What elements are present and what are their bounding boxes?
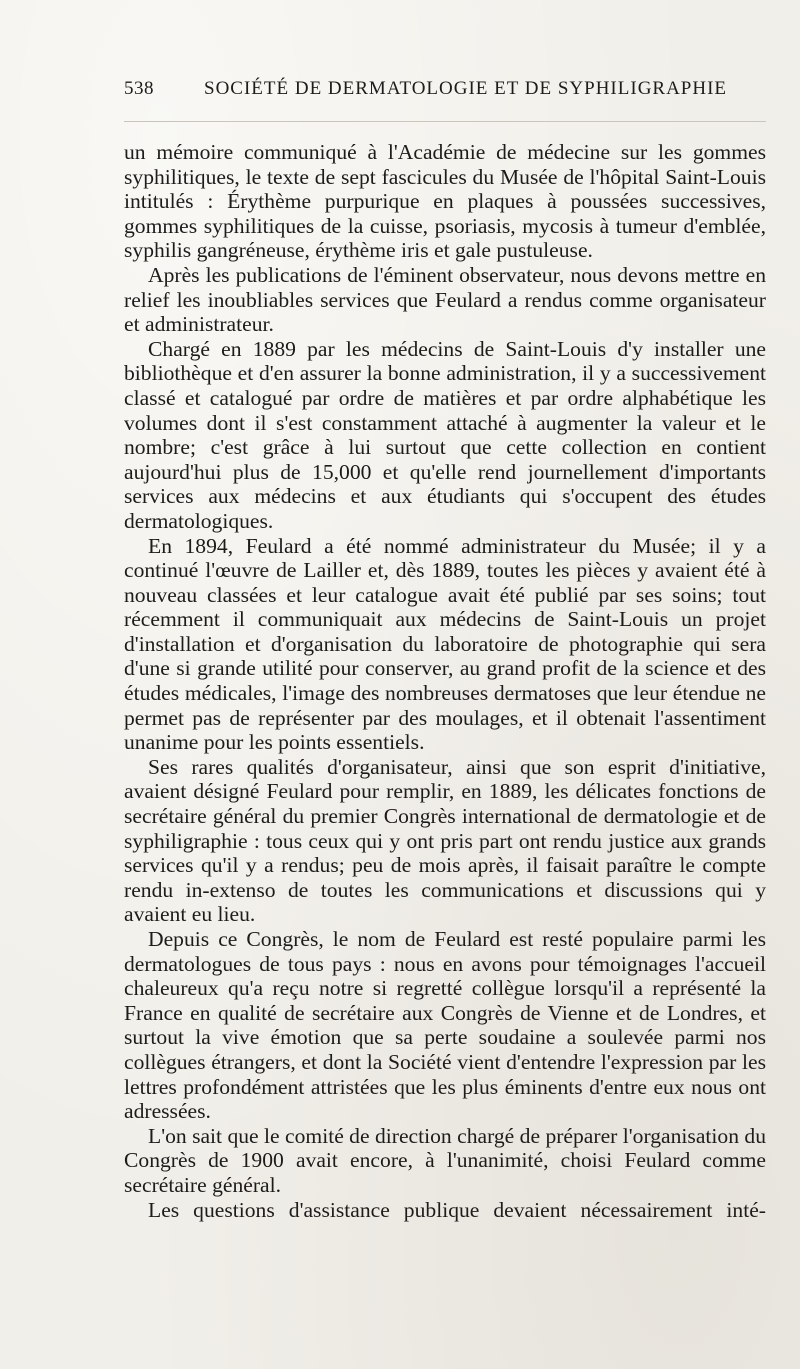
page-number: 538 <box>124 78 154 99</box>
running-header <box>124 78 764 108</box>
paragraph-2: Après les publications de l'éminent observateur, nous devons mettre en relief les inoubliables services que Feulard a rendus comme organisateur et administrateur. <box>124 262 766 337</box>
body-text <box>124 140 766 1222</box>
paragraph-4: En 1894, Feulard a été nommé administrateur du Musée; il y a continué l'œuvre de Lailler et, dès 1889, toutes les pièces y avaient été à nouveau classées et leur catalogue avait été publié par ses soins; tout récemment il communiquait aux médecins de Saint-Louis un projet d'installation et d'organisation du laboratoire de photographie qui sera d'une si grande utilité pour conserver, au grand profit de la science et des études médicales, l'image des nombreuses dermatoses que leur étendue ne permet pas de représenter par des moulages, et il obtenait l'assentiment unanime pour les points essentiels. <box>124 533 766 755</box>
paragraph-1: un mémoire communiqué à l'Académie de médecine sur les gommes syphilitiques, le texte de sept fascicules du Musée de l'hôpital Saint-Louis intitulés : Érythème purpurique en plaques à poussées successives, gommes syphilitiques de la cuisse, psoriasis, mycosis à tumeur d'emblée, syphilis gangréneuse, érythème iris et gale pustuleuse. <box>124 140 766 263</box>
paragraph-7: L'on sait que le comité de direction chargé de préparer l'organisation du Congrès de 1900 avait encore, à l'unanimité, choisi Feulard comme secrétaire général. <box>124 1123 766 1197</box>
paragraph-6: Depuis ce Congrès, le nom de Feulard est resté populaire parmi les dermatologues de tous pays : nous en avons pour témoignages l'accueil chaleureux qu'a reçu notre si regretté collègue lorsqu'il a représenté la France en qualité de secrétaire aux Congrès de Vienne et de Londres, et surtout la vive émotion que sa perte soudaine a soulevée parmi nos collègues étrangers, et dont la Société vient d'entendre l'expression par les lettres profondément attristées que les plus éminents d'entre eux nous ont adressées. <box>124 927 766 1124</box>
header-rule <box>124 121 766 122</box>
running-title: SOCIÉTÉ DE DERMATOLOGIE ET DE SYPHILIGRAPHIE <box>204 78 728 99</box>
paragraph-8: Les questions d'assistance publique devaient nécessairement inté- <box>148 1197 766 1222</box>
paragraph-5: Ses rares qualités d'organisateur, ainsi que son esprit d'initiative, avaient désigné Feulard pour remplir, en 1889, les délicates fonctions de secrétaire général du premier Congrès international de dermatologie et de syphiligraphie : tous ceux qui y ont pris part ont rendu justice aux grands services qu'il y a rendus; peu de mois après, il faisait paraître le compte rendu in-extenso de toutes les communications et discussions qui y avaient eu lieu. <box>124 754 766 927</box>
paragraph-3: Chargé en 1889 par les médecins de Saint-Louis d'y installer une bibliothèque et d'en assurer la bonne administration, il y a successivement classé et catalogué par ordre de matières et par ordre alphabétique les volumes dont il s'est constamment attaché à augmenter la valeur et le nombre; c'est grâce à lui surtout que cette collection en contient aujourd'hui plus de 15,000 et qu'elle rend journellement d'importants services aux médecins et aux étudiants qui s'occupent des études dermatologiques. <box>124 336 766 533</box>
